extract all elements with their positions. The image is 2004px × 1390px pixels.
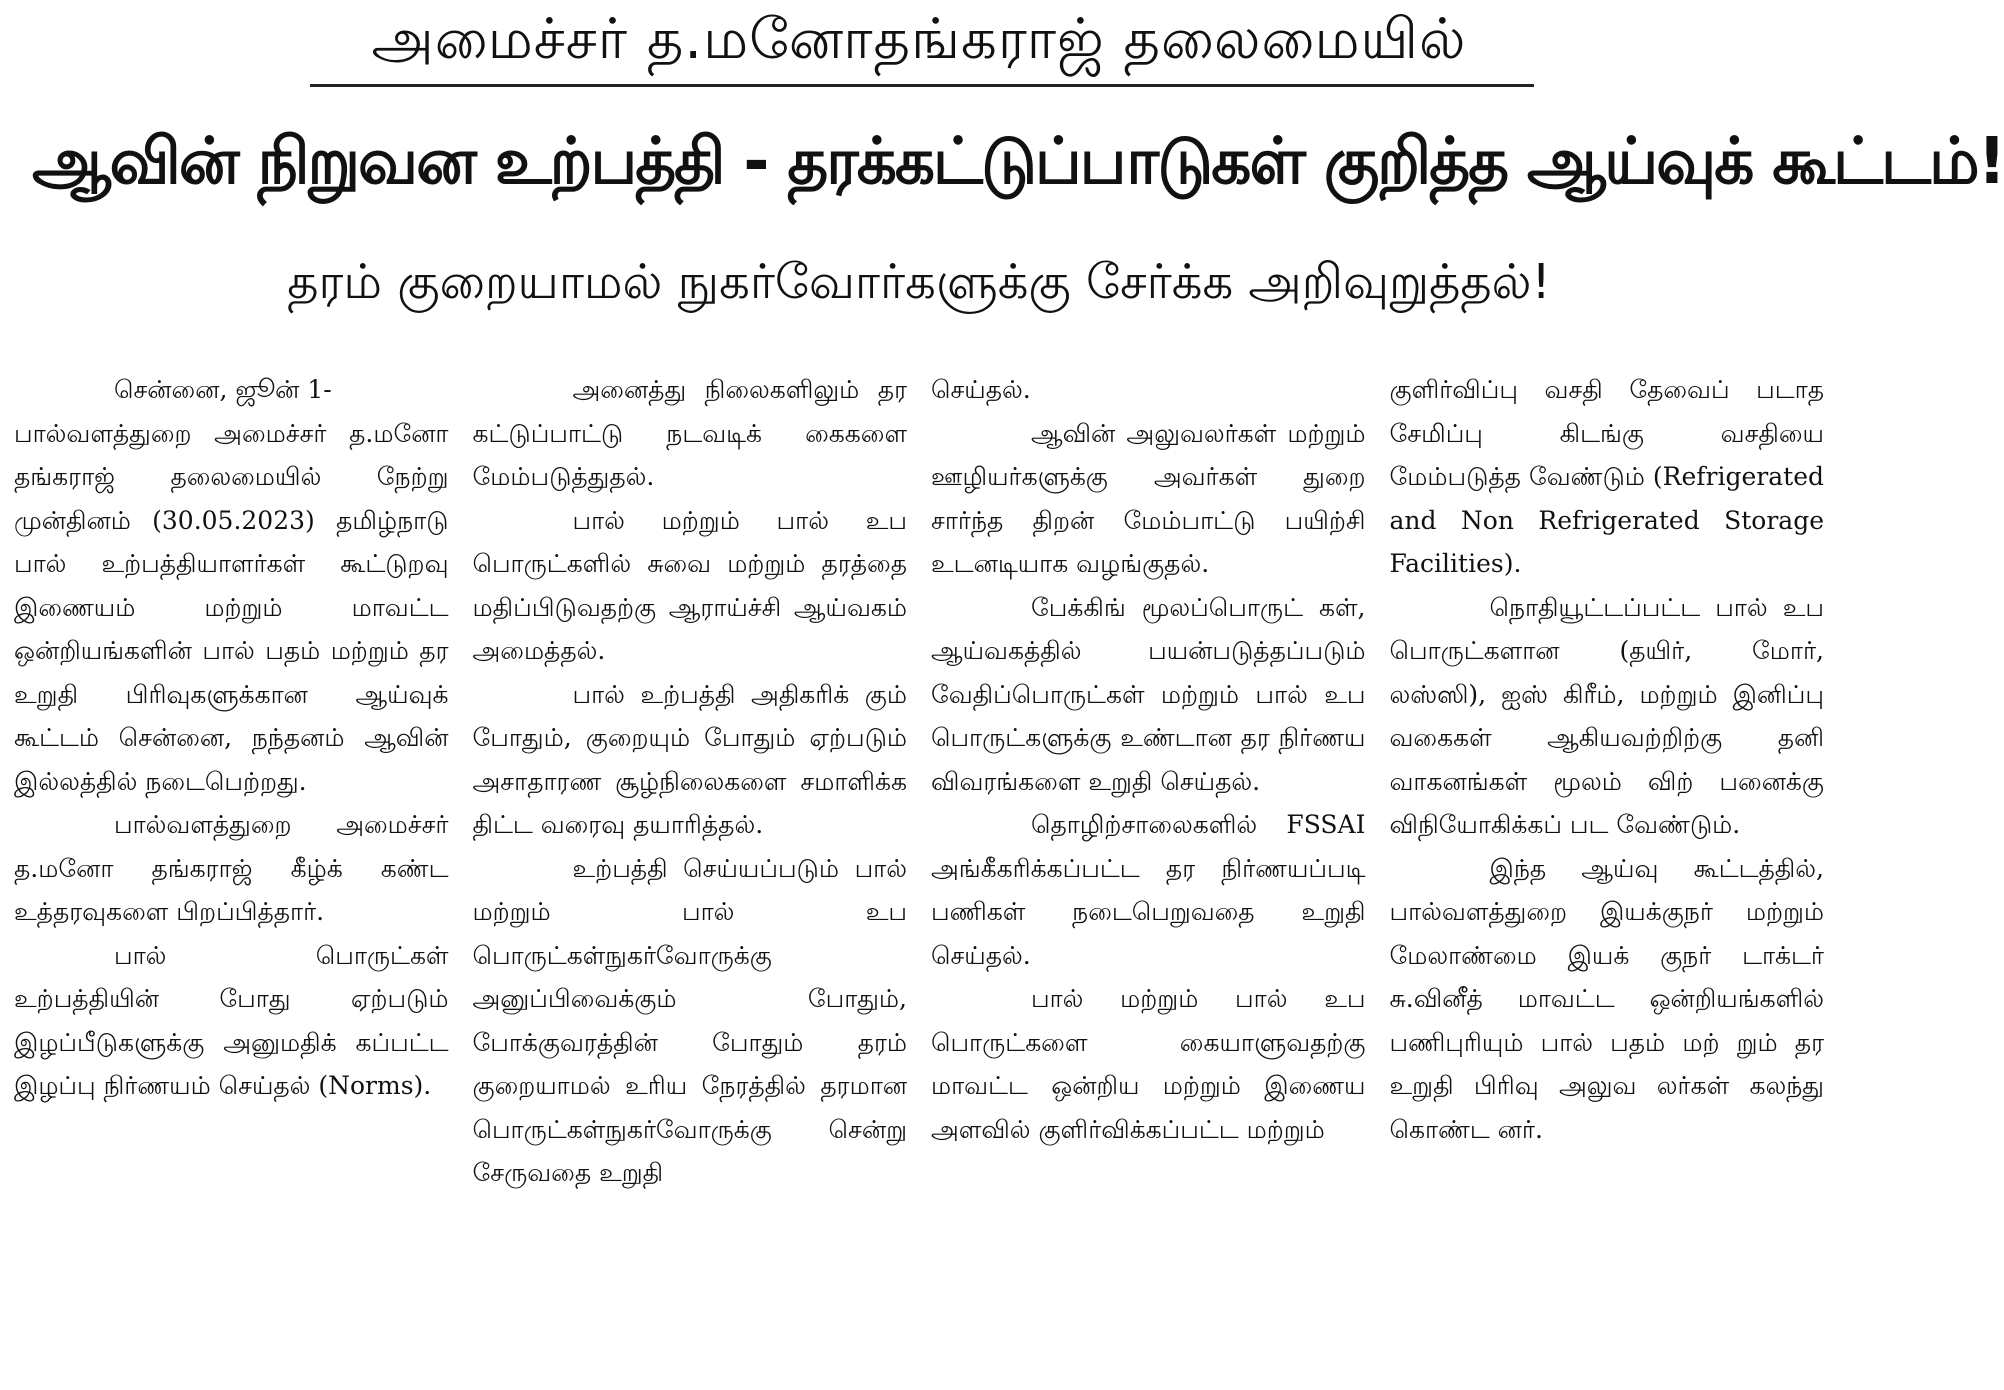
paragraph: பால்வளத்துறை அமைச்சர் த.மனோ தங்கராஜ் கீழ்க் கண்ட உத்தரவுகளை பிறப்பித்தார். bbox=[14, 810, 449, 926]
paragraph: சென்னை, ஜூன் 1- bbox=[114, 375, 332, 404]
paragraph: இந்த ஆய்வு கூட்டத்தில், பால்வளத்துறை இயக்குநர் மற்றும் மேலாண்மை இயக் குநர் டாக்டர் சு.வினீத் மாவட்ட ஒன்றியங்களில் பணிபுரியும் பால் பதம் மற் றும் தர உறுதி பிரிவு அலுவ லர்கள் கலந்து கொண்ட னர். bbox=[1389, 853, 1824, 1144]
paragraph: குளிர்விப்பு வசதி தேவைப் படாத சேமிப்பு கிடங்கு வசதியை மேம்படுத்த வேண்டும் (Refrigerated and Non Refrigerated Storage Facilities). bbox=[1389, 375, 1824, 578]
paragraph: அனைத்து நிலைகளிலும் தர கட்டுப்பாட்டு நடவடிக் கைகளை மேம்படுத்துதல். bbox=[472, 375, 907, 491]
headline: ஆவின் நிறுவன உற்பத்தி - தரக்கட்டுப்பாடுகள் குறித்த ஆய்வுக் கூட்டம்! bbox=[32, 125, 2004, 199]
paragraph: பால்வளத்துறை அமைச்சர் த.மனோ தங்கராஜ் தலைமையில் நேற்று முன்தினம் (30.05.2023) தமிழ்நாடு பால் உற்பத்தியாளர்கள் கூட்டுறவு இணையம் மற்றும் மாவட்ட ஒன்றியங்களின் பால் பதம் மற்றும் தர உறுதி பிரிவுகளுக்கான ஆய்வுக் கூட்டம் சென்னை, நந்தனம் ஆவின் இல்லத்தில் நடைபெற்றது. bbox=[14, 418, 449, 796]
paragraph: உற்பத்தி செய்யப்படும் பால் மற்றும் பால் உப பொருட்கள்நுகர்வோருக்கு அனுப்பிவைக்கும் போதும், போக்குவரத்தின் போதும் தரம் குறையாமல் உரிய நேரத்தில் தரமான பொருட்கள்நுகர்வோருக்கு சென்று சேருவதை உறுதி bbox=[472, 853, 907, 1187]
article-column-1 bbox=[14, 368, 449, 1378]
article-column-2 bbox=[473, 368, 908, 1378]
paragraph: பால் மற்றும் பால் உப பொருட்களில் சுவை மற்றும் தரத்தை மதிப்பிடுவதற்கு ஆராய்ச்சி ஆய்வகம் அமைத்தல். bbox=[472, 505, 907, 665]
paragraph: பால் உற்பத்தி அதிகரிக் கும் போதும், குறையும் போதும் ஏற்படும் அசாதாரண சூழ்நிலைகளை சமாளிக்க திட்ட வரைவு தயாரித்தல். bbox=[472, 679, 907, 839]
paragraph: தொழிற்சாலைகளில் FSSAI அங்கீகரிக்கப்பட்ட தர நிர்ணயப்படி பணிகள் நடைபெறுவதை உறுதி செய்தல். bbox=[931, 810, 1366, 970]
article-body bbox=[14, 368, 1824, 1378]
paragraph: பேக்கிங் மூலப்பொருட் கள், ஆய்வகத்தில் பயன்படுத்தப்படும் வேதிப்பொருட்கள் மற்றும் பால் உப பொருட்களுக்கு உண்டான தர நிர்ணய விவரங்களை உறுதி செய்தல். bbox=[931, 592, 1366, 796]
paragraph: நொதியூட்டப்பட்ட பால் உப பொருட்களான (தயிர், மோர், லஸ்ஸி), ஐஸ் கிரீம், மற்றும் இனிப்பு வகைகள் ஆகியவற்றிற்கு தனி வாகனங்கள் மூலம் விற் பனைக்கு விநியோகிக்கப் பட வேண்டும். bbox=[1389, 592, 1824, 839]
paragraph: ஆவின் அலுவலர்கள் மற்றும் ஊழியர்களுக்கு அவர்கள் துறை சார்ந்த திறன் மேம்பாட்டு பயிற்சி உடனடியாக வழங்குதல். bbox=[931, 418, 1366, 578]
paragraph: பால் மற்றும் பால் உப பொருட்களை கையாளுவதற்கு மாவட்ட ஒன்றிய மற்றும் இணைய அளவில் குளிர்விக்கப்பட்ட மற்றும் bbox=[931, 984, 1366, 1144]
paragraph: பால் பொருட்கள் உற்பத்தியின் போது ஏற்படும் இழப்பீடுகளுக்கு அனுமதிக் கப்பட்ட இழப்பு நிர்ணயம் செய்தல் (Norms). bbox=[14, 940, 449, 1100]
article-column-4 bbox=[1390, 368, 1825, 1378]
subheadline: தரம் குறையாமல் நுகர்வோர்களுக்கு சேர்க்க அறிவுறுத்தல்! bbox=[287, 254, 1551, 310]
paragraph: செய்தல். bbox=[931, 375, 1031, 404]
article-column-3 bbox=[931, 368, 1366, 1378]
kicker-line: அமைச்சர் த.மனோதங்கராஜ் தலைமையில் bbox=[371, 7, 1467, 72]
